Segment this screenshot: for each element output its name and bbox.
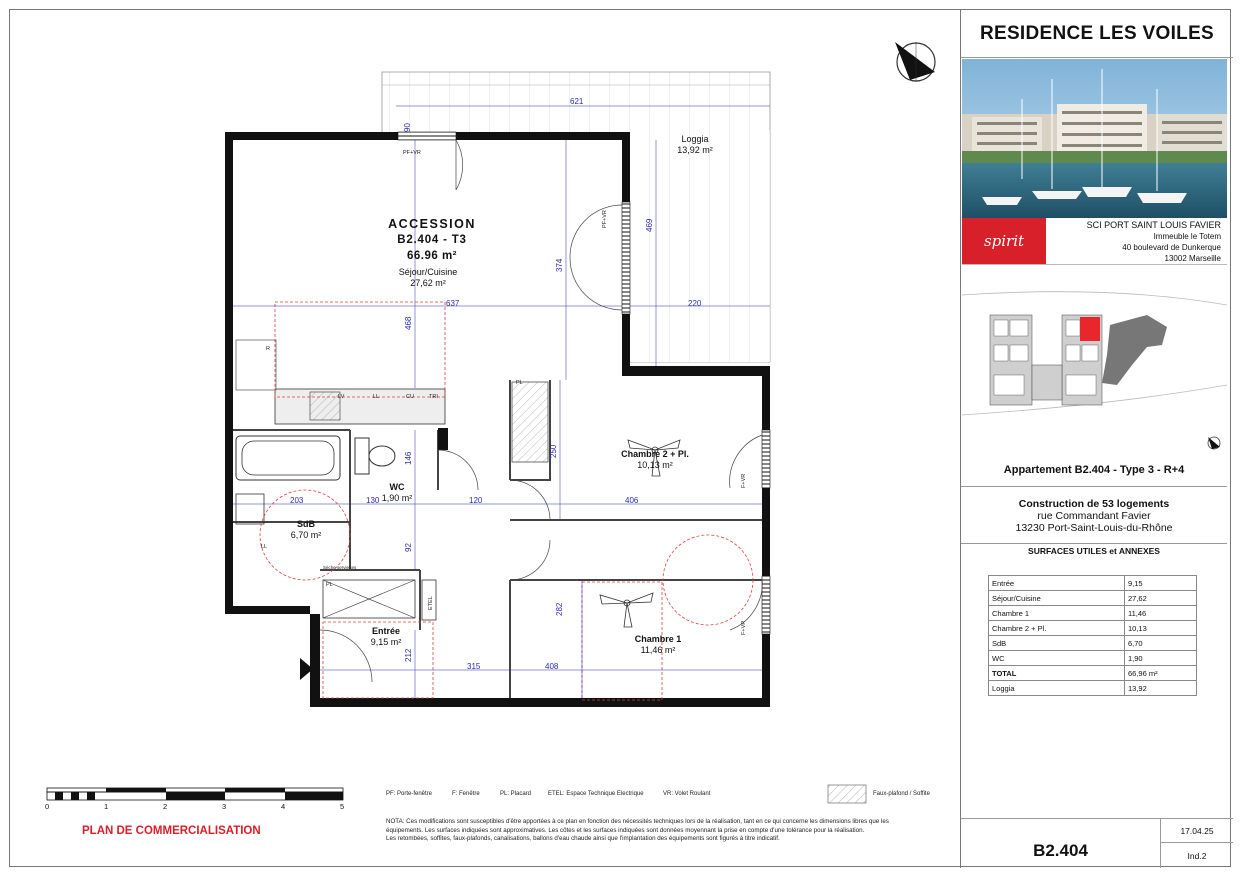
spirit-logo: spirit xyxy=(962,218,1046,264)
dim-637: 637 xyxy=(446,299,460,308)
annex-value: 13,92 xyxy=(1125,681,1197,696)
room-name-chambre1: Chambre 1 xyxy=(634,634,682,644)
label-fvr-c1: F+VR xyxy=(741,620,747,635)
note-line-1: NOTA: Ces modifications sont susceptibles d'être apportées à ce plan en fonction des nécessités techniques lors de la réalisation, tant en ce qui concerne les dimensions libres que les xyxy=(386,818,889,825)
dim-146: 146 xyxy=(404,451,413,465)
legend-etel: ETEL: Espace Technique Electrique xyxy=(548,791,644,797)
room-area-sejour: 27,62 m² xyxy=(410,278,446,288)
unit-label: B2.404 - T3 xyxy=(397,234,467,246)
surface-value: 9,15 xyxy=(1125,576,1197,591)
dim-315: 315 xyxy=(467,662,481,671)
room-name-loggia: Loggia xyxy=(681,134,709,144)
legend-faux-plafond: Faux-plafond / Soffite xyxy=(873,791,930,797)
room-name-entree: Entrée xyxy=(371,626,401,636)
room-name-chambre2: Chambre 2 + Pl. xyxy=(621,449,689,459)
label-cu: CU xyxy=(406,394,414,400)
construction-street: rue Commandant Favier xyxy=(1037,510,1151,522)
scale-tick-0: 0 xyxy=(45,802,50,811)
label-seche: Sèche serviettes xyxy=(323,565,357,570)
label-ll-sdb: LL xyxy=(261,544,268,550)
surface-value: 11,46 xyxy=(1125,606,1197,621)
scale-bar xyxy=(47,788,343,800)
floor-plan-area xyxy=(10,10,960,868)
dim-469: 469 xyxy=(645,218,654,232)
surface-label: WC xyxy=(989,651,1125,666)
table-row xyxy=(989,621,1197,636)
label-pl-c2: PL xyxy=(516,380,523,386)
dim-212: 212 xyxy=(404,648,413,662)
surface-label: Chambre 2 + Pl. xyxy=(989,621,1125,636)
dim-92: 92 xyxy=(404,543,413,552)
label-r: R xyxy=(266,346,270,352)
table-row xyxy=(989,606,1197,621)
legend-f: F: Fenêtre xyxy=(452,791,480,797)
revision-date: 17.04.25 xyxy=(1161,818,1233,843)
dim-282: 282 xyxy=(555,602,564,616)
highlighted-unit xyxy=(1080,317,1100,341)
owner-building: Immeuble le Totem xyxy=(1153,232,1221,241)
legend-pl: PL: Placard xyxy=(500,791,532,797)
dim-130: 130 xyxy=(366,496,380,505)
dim-250: 250 xyxy=(549,444,558,458)
annex-row xyxy=(989,681,1197,696)
label-fvr-c2: F+VR xyxy=(741,473,747,488)
label-tri: TRI xyxy=(429,394,438,400)
dim-220: 220 xyxy=(688,299,702,308)
label-ll: LL xyxy=(373,394,380,400)
table-row xyxy=(989,651,1197,666)
scale-tick-2: 2 xyxy=(163,802,168,811)
dim-120: 120 xyxy=(469,496,483,505)
legend-pf: PF: Porte-fenêtre xyxy=(386,791,433,797)
dim-90: 90 xyxy=(403,123,412,132)
legend-vr: VR: Volet Roulant xyxy=(663,791,711,797)
surface-label: Séjour/Cuisine xyxy=(989,591,1125,606)
dim-408: 408 xyxy=(545,662,559,671)
label-pfvr-side: PF+VR xyxy=(602,210,608,228)
revision-index: Ind.2 xyxy=(1187,850,1207,861)
total-row xyxy=(989,666,1197,681)
room-name-sdb: SdB xyxy=(297,519,315,529)
dim-374: 374 xyxy=(555,258,564,272)
construction-block xyxy=(961,488,1227,544)
table-row xyxy=(989,576,1197,591)
surface-label: Entrée xyxy=(989,576,1125,591)
dim-203: 203 xyxy=(290,496,304,505)
label-pfvr-top: PF+VR xyxy=(403,150,421,156)
closet-chambre2 xyxy=(512,382,548,462)
scale-tick-5: 5 xyxy=(340,802,345,811)
room-area-entree: 9,15 m² xyxy=(370,637,402,647)
site-plan xyxy=(962,264,1227,450)
dim-406: 406 xyxy=(625,496,639,505)
table-row xyxy=(989,591,1197,606)
room-area-loggia: 13,92 m² xyxy=(677,145,713,155)
residence-title: RESIDENCE LES VOILES xyxy=(961,10,1233,58)
accession-label: ACCESSION xyxy=(388,217,476,231)
floor-plan-drawing xyxy=(10,10,960,868)
note-line-3: Les retombées, soffites, faux-plafonds, canalisations, ballons d'eau chaude ainsi que l'implantation des équipements sont figurés à titre indicatif. xyxy=(386,835,780,842)
total-label: TOTAL xyxy=(989,666,1125,681)
room-name-wc: WC xyxy=(389,482,405,492)
construction-title: Construction de 53 logements xyxy=(1018,498,1170,510)
dim-621: 621 xyxy=(570,97,584,106)
scale-tick-4: 4 xyxy=(281,802,286,811)
dim-468: 468 xyxy=(404,316,413,330)
lot-reference: B2.404 xyxy=(961,818,1161,868)
room-name-sejour: Séjour/Cuisine xyxy=(398,267,458,277)
annex-label: Loggia xyxy=(989,681,1125,696)
table-row xyxy=(989,636,1197,651)
note-line-2: équipements. Les surfaces indiquées sont approximatives. Les côtes et les surfaces indiquées sont données moyennant la prise en compte d'une tolérance pour la réalisation. xyxy=(386,826,865,834)
disclaimer-note xyxy=(386,818,946,844)
label-pl-entree: PL xyxy=(326,582,333,588)
apartment-description: Appartement B2.404 - Type 3 - R+4 xyxy=(961,454,1227,487)
construction-city: 13230 Port-Saint-Louis-du-Rhône xyxy=(1015,522,1173,534)
surface-label: SdB xyxy=(989,636,1125,651)
scale-tick-1: 1 xyxy=(104,802,109,811)
plan-title: PLAN DE COMMERCIALISATION xyxy=(82,825,261,837)
label-lv: LV xyxy=(338,394,345,400)
surface-value: 6,70 xyxy=(1125,636,1197,651)
room-area-chambre2: 10,13 m² xyxy=(637,460,673,470)
room-area-sdb: 6,70 m² xyxy=(290,530,322,540)
label-etel: ETEL xyxy=(428,596,434,610)
owner-street: 40 boulevard de Dunkerque xyxy=(1122,243,1221,252)
developer-block xyxy=(962,218,1227,264)
surface-value: 1,90 xyxy=(1125,651,1197,666)
scale-tick-3: 3 xyxy=(222,802,227,811)
surface-value: 10,13 xyxy=(1125,621,1197,636)
surface-value: 27,62 xyxy=(1125,591,1197,606)
residence-photo xyxy=(962,59,1227,218)
owner-company: SCI PORT SAINT LOUIS FAVIER xyxy=(1086,220,1221,230)
surfaces-table xyxy=(988,575,1197,696)
north-arrow-icon xyxy=(895,42,935,82)
owner-city: 13002 Marseille xyxy=(1164,254,1221,263)
surfaces-title: SURFACES UTILES et ANNEXES xyxy=(1028,546,1160,556)
unit-area: 66.96 m² xyxy=(406,250,458,262)
legend-hatch-swatch xyxy=(828,785,866,803)
total-value: 66,96 m² xyxy=(1125,666,1197,681)
surface-label: Chambre 1 xyxy=(989,606,1125,621)
room-area-wc: 1,90 m² xyxy=(381,493,413,503)
plan-sheet xyxy=(9,9,1231,867)
title-block xyxy=(960,10,1232,868)
room-area-chambre1: 11,46 m² xyxy=(640,645,676,655)
